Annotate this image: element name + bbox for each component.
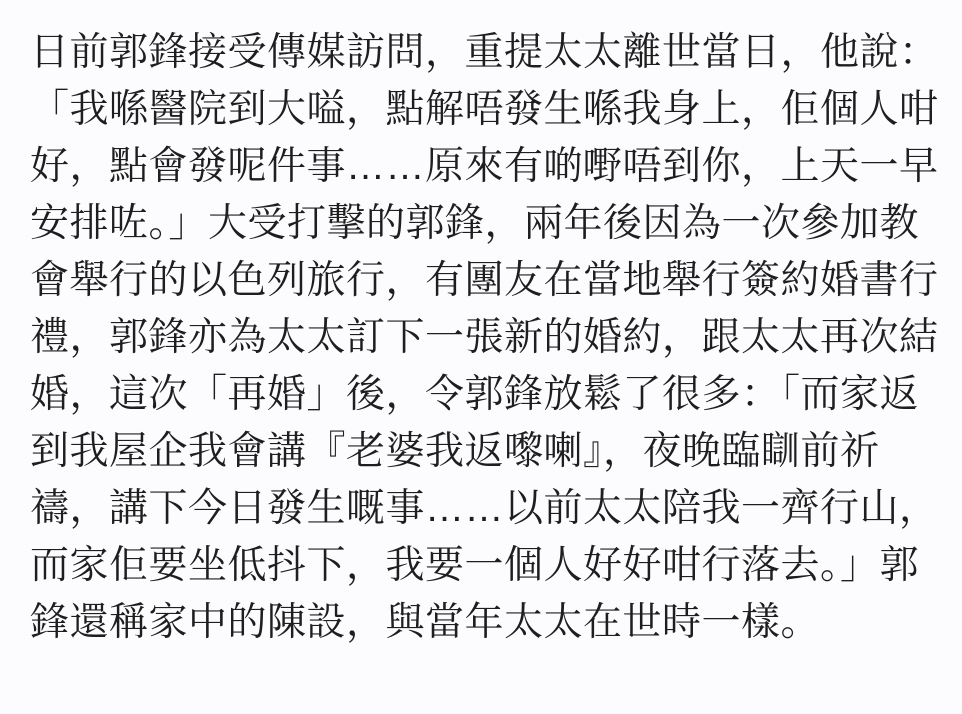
text-line: 安排咗。」大受打擊的郭鋒，兩年後因為一次參加教 [30, 202, 920, 245]
text-line: 會舉行的以色列旅行，有團友在當地舉行簽約婚書行 [30, 259, 939, 302]
text-line: 婚，這次「再婚」後，令郭鋒放鬆了很多：「而家返 [30, 373, 920, 416]
text-line: 而家佢要坐低抖下，我要一個人好好咁行落去。」郭 [30, 544, 920, 587]
text-line: 禱，講下今日發生嘅事……以前太太陪我一齊行山， [30, 487, 939, 530]
article-text-block [30, 24, 939, 651]
text-line: 日前郭鋒接受傳媒訪問，重提太太離世當日，他說： [30, 31, 939, 74]
text-line: 好，點會發呢件事……原來有啲嘢唔到你，上天一早 [30, 145, 939, 188]
text-line: 禮，郭鋒亦為太太訂下一張新的婚約，跟太太再次結 [30, 316, 939, 359]
text-line: 「我喺醫院到大嗌，點解唔發生喺我身上，佢個人咁 [30, 88, 939, 131]
text-line: 到我屋企我會講『老婆我返嚟喇』，夜晚臨瞓前祈 [30, 430, 880, 473]
text-line: 鋒還稱家中的陳設，與當年太太在世時一樣。 [30, 601, 821, 644]
